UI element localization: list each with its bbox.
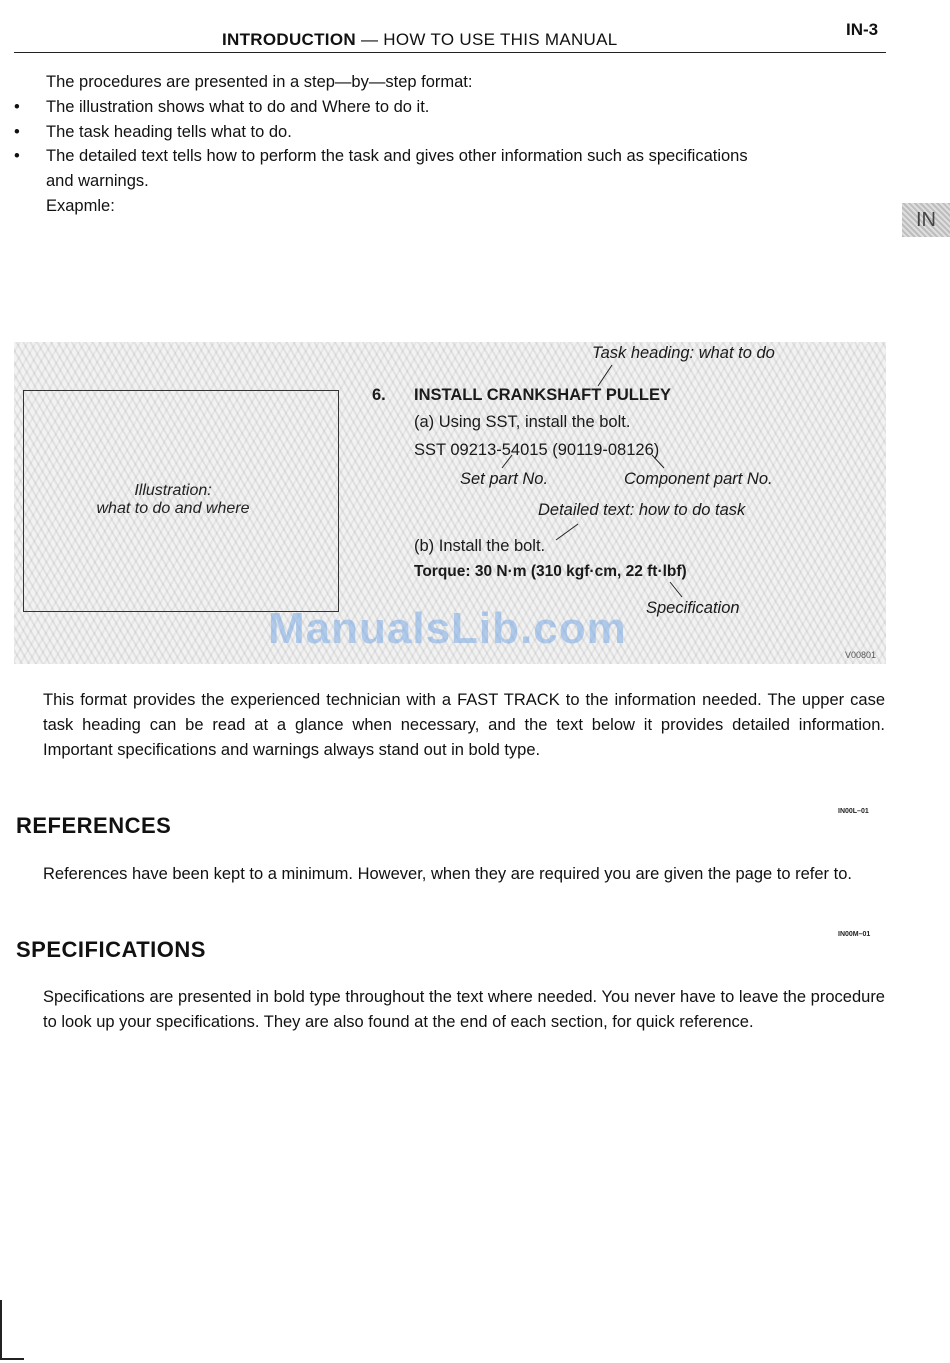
leader-component-part xyxy=(652,455,664,468)
bullet-icon: • xyxy=(14,147,20,166)
task-heading-note: Task heading: what to do xyxy=(592,344,775,362)
specifications-code: IN00M–01 xyxy=(838,931,871,938)
step-number: 6. xyxy=(372,386,386,404)
intro-lead: The procedures are presented in a step—by—step format: xyxy=(46,73,473,91)
watermark: ManualsLib.com xyxy=(268,604,627,653)
binding-mark xyxy=(0,1300,2,1360)
bullet-continuation: and warnings. xyxy=(46,172,149,191)
header-title-rest: — HOW TO USE THIS MANUAL xyxy=(355,30,618,49)
specification-label: Specification xyxy=(646,599,740,617)
binding-mark-foot xyxy=(2,1358,24,1360)
page-number: IN-3 xyxy=(846,20,879,39)
bullet-text: The detailed text tells how to perform the task and gives other information such as specifications xyxy=(46,147,748,166)
bullet-text: The illustration shows what to do and Where to do it. xyxy=(46,97,430,116)
references-heading: REFERENCES xyxy=(16,813,172,838)
example-label: Exapmle: xyxy=(46,196,115,215)
bullet-icon: • xyxy=(14,122,20,141)
sst-line: SST 09213-54015 (90119-08126) xyxy=(414,441,660,459)
fast-track-paragraph: This format provides the experienced technician with a FAST TRACK to the information needed. The upper case task heading can be read at a glance when necessary, and the text below it provides detailed information. Important specifications and warnings always stand out in bold type. xyxy=(43,691,885,759)
references-code: IN00L–01 xyxy=(838,808,869,815)
substep-b: (b) Install the bolt. xyxy=(414,537,546,555)
specifications-text: Specifications are presented in bold type throughout the text where needed. You never have to leave the procedure to look up your specifications. They are also found at the end of each section, for quick reference. xyxy=(43,988,885,1031)
figure-code: V00801 xyxy=(845,650,877,660)
references-text: References have been kept to a minimum. However, when they are required you are given the page to refer to. xyxy=(43,865,852,883)
torque-spec: Torque: 30 N·m (310 kgf·cm, 22 ft·lbf) xyxy=(414,563,687,580)
illustration-caption-line2: what to do and where xyxy=(96,500,250,517)
bullet-text: The task heading tells what to do. xyxy=(46,122,292,141)
leader-task-heading xyxy=(598,365,612,386)
header-title-bold: INTRODUCTION xyxy=(222,30,356,49)
step-title: INSTALL CRANKSHAFT PULLEY xyxy=(414,386,671,404)
leader-set-part xyxy=(502,455,512,468)
detailed-text-note: Detailed text: how to do task xyxy=(538,501,746,519)
leader-detailed-text xyxy=(556,524,578,540)
specifications-heading: SPECIFICATIONS xyxy=(16,937,206,962)
substep-a: (a) Using SST, install the bolt. xyxy=(414,413,631,431)
section-tab: IN xyxy=(902,203,950,237)
set-part-label: Set part No. xyxy=(460,470,549,488)
leader-specification xyxy=(670,582,682,597)
bullet-icon: • xyxy=(14,97,20,116)
component-part-label: Component part No. xyxy=(624,470,773,488)
illustration-caption-line1: Illustration: xyxy=(134,482,212,499)
